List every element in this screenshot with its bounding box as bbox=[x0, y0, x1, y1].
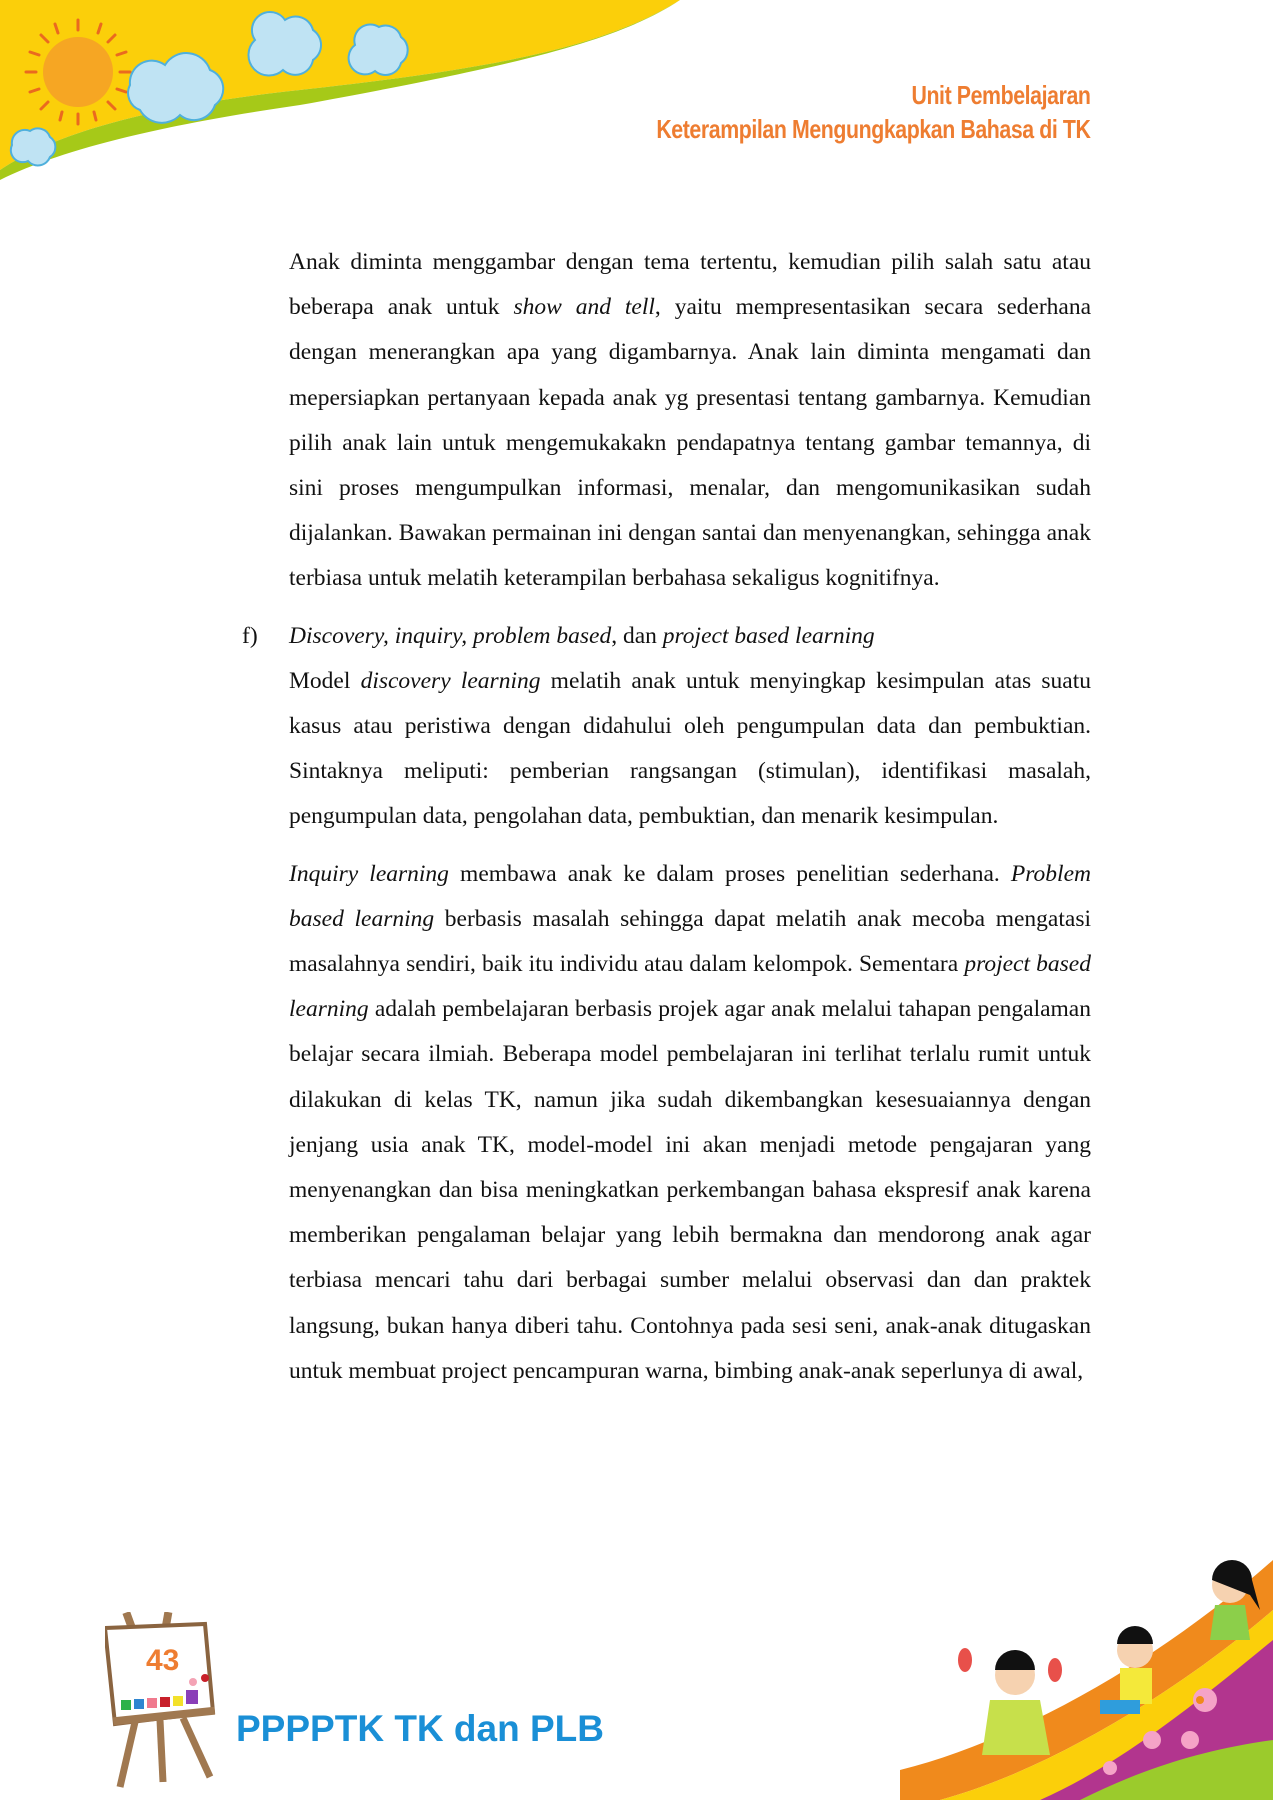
intro-paragraph bbox=[289, 240, 1091, 602]
italic-term: Inquiry learning bbox=[289, 860, 449, 887]
text-run: Anak diminta menggambar dengan tema tertentu, kemudian pilih salah satu atau beberapa anak untuk bbox=[289, 249, 1091, 321]
header-titles bbox=[561, 78, 1091, 146]
text-run: membawa anak ke dalam proses penelitian sederhana. bbox=[448, 860, 1011, 887]
unit-subtitle: Keterampilan Mengungkapkan Bahasa di TK bbox=[656, 114, 1091, 144]
text-run: , yaitu mempresentasikan secara sederhana dengan menerangkan apa yang digambarnya. Anak lain diminta mengamati dan mepersiapkan pertanyaan kepada anak yg presentasi tentang gambarnya. Kemudian pilih anak lain untuk mengemukakakn pendapatnya tentang gambar temannya, di sini proses mengumpulkan informasi, menalar, dan mengomunikasikan sudah dijalankan. Bawakan permainan ini dengan santai dan menyenangkan, sehingga anak terbiasa untuk melatih keterampilan berbahasa sekaligus kognitifnya. bbox=[289, 294, 1092, 592]
italic-term: project based learning bbox=[662, 622, 875, 649]
italic-term: discovery learning bbox=[360, 667, 541, 694]
list-item-f bbox=[242, 614, 1091, 1394]
inquiry-paragraph bbox=[289, 852, 1091, 1394]
section-heading bbox=[289, 614, 1091, 659]
page-number: 43 bbox=[146, 1644, 180, 1677]
italic-term: project based learning bbox=[289, 951, 1091, 1023]
text-run: Model bbox=[289, 667, 361, 694]
text-run: adalah pembelajaran berbasis projek agar anak melalui tahapan pengalaman belajar secara ilmiah. Beberapa model pembelajaran ini terlihat terlalu rumit untuk dilakukan di kelas TK, namun jika sudah dikembangkan kesesuaiannya dengan jenjang usia anak TK, model-model ini akan menjadi metode pengajaran yang menyenangkan dan bisa meningkatkan perkembangan bahasa ekspresif anak karena memberikan pengalaman belajar yang lebih bermakna dan mendorong anak agar terbiasa mencari tahu dari berbagai sumber melalui observasi dan dan praktek langsung, bukan hanya diberi tahu. Contohnya pada sesi seni, anak-anak ditugaskan untuk membuat project pencampuran warna, bimbing anak-anak seperlunya di awal, bbox=[289, 996, 1091, 1384]
boy-on-slide-icon bbox=[1100, 1626, 1153, 1714]
kids-slide-illustration bbox=[900, 1540, 1273, 1800]
italic-term: show and tell bbox=[513, 294, 655, 321]
italic-term: Discovery, inquiry, problem based bbox=[289, 622, 612, 649]
text-run: melatih anak untuk menyingkap kesimpulan atas suatu kasus atau peristiwa dengan didahului oleh pengumpulan data dan pembuktian. Sintaknya meliputi: pemberian rangsangan (stimulan), identifikasi masalah, pengumpulan data, pengolahan data, pembuktian, dan menarik kesimpulan. bbox=[289, 667, 1091, 830]
text-run: berbasis masalah sehingga dapat melatih anak mecoba mengatasi masalahnya sendiri, baik itu individu atau dalam kelompok. Sementara bbox=[289, 905, 1091, 978]
body-content bbox=[242, 240, 1092, 1394]
footer-organization: PPPPTK TK dan PLB bbox=[236, 1708, 604, 1749]
unit-title: Unit Pembelajaran bbox=[911, 80, 1091, 110]
discovery-paragraph bbox=[289, 659, 1091, 840]
text-run: , dan bbox=[611, 622, 663, 649]
italic-term: Problem based learning bbox=[289, 860, 1091, 932]
girl-with-maracas-icon bbox=[958, 1648, 1062, 1755]
list-marker: f) bbox=[242, 622, 258, 649]
easel-icon bbox=[105, 1612, 235, 1792]
